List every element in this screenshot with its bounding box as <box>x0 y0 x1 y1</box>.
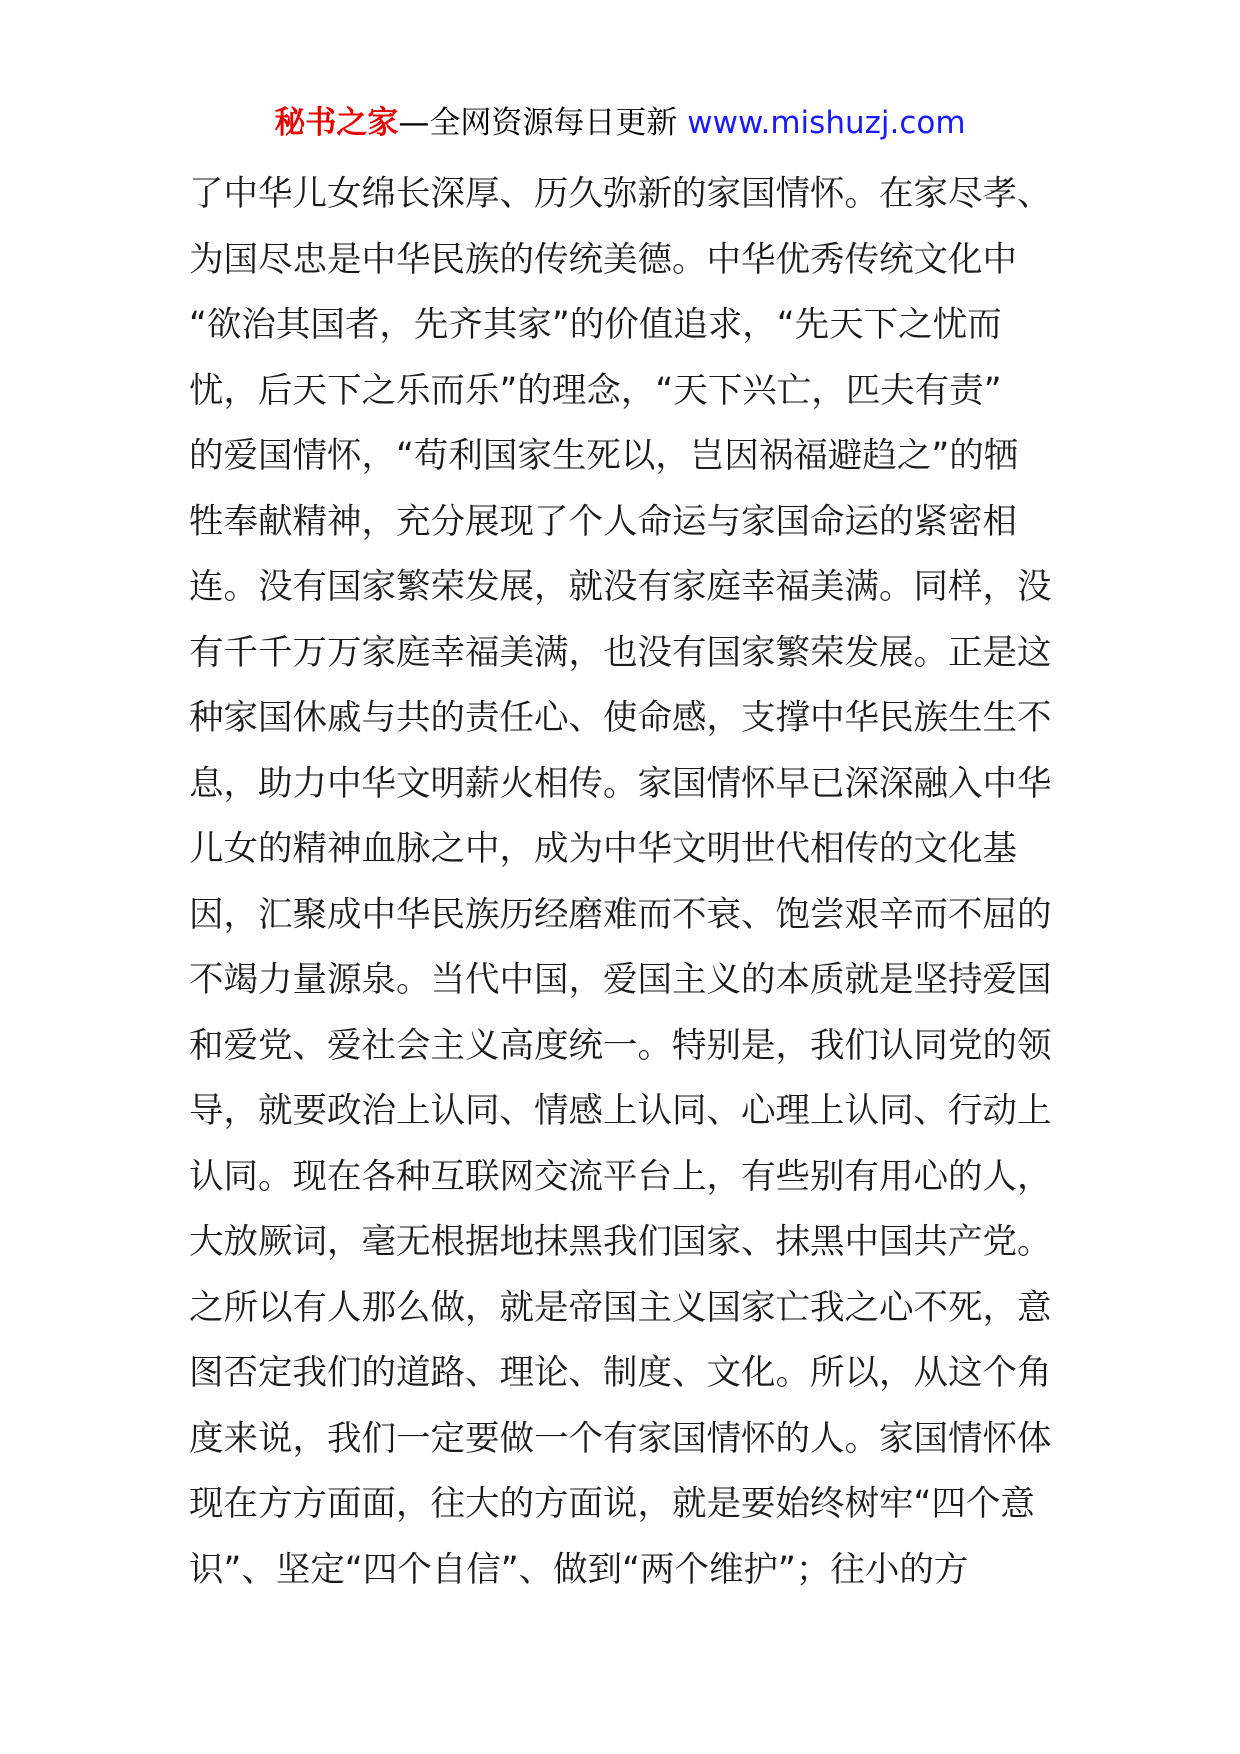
body-line: 图否定我们的道路、理论、制度、文化。所以，从这个角 <box>189 1353 1052 1393</box>
body-line: 连。没有国家繁荣发展，就没有家庭幸福美满。同样，没 <box>189 567 1052 607</box>
body-line: 不竭力量源泉。当代中国，爱国主义的本质就是坚持爱国 <box>189 960 1052 1000</box>
body-line: 因，汇聚成中华民族历经磨难而不衰、饱尝艰辛而不屈的 <box>189 894 1052 935</box>
body-line: 为国尽忠是中华民族的传统美德。中华优秀传统文化中 <box>189 239 1017 280</box>
header-tagline: —全网资源每日更新 <box>398 105 688 141</box>
page-header <box>0 100 1240 146</box>
brand-name: 秘书之家 <box>274 105 399 141</box>
body-line: 之所以有人那么做，就是帝国主义国家亡我之心不死，意 <box>189 1287 1052 1328</box>
site-url-link[interactable]: www.mishuzj.com <box>687 105 966 141</box>
body-line: 度来说，我们一定要做一个有家国情怀的人。家国情怀体 <box>189 1418 1052 1459</box>
body-line: 息，助力中华文明薪火相传。家国情怀早已深深融入中华 <box>189 763 1052 804</box>
body-line: 识”、坚定“四个自信”、做到“两个维护”；往小的方 <box>189 1549 969 1590</box>
body-line: 和爱党、爱社会主义高度统一。特别是，我们认同党的领 <box>189 1025 1052 1066</box>
body-line: 牲奉献精神，充分展现了个人命运与家国命运的紧密相 <box>189 501 1017 542</box>
body-line: 导，就要政治上认同、情感上认同、心理上认同、行动上 <box>189 1091 1052 1131</box>
body-line: 种家国休戚与共的责任心、使命感，支撑中华民族生生不 <box>189 698 1052 738</box>
body-line: 的爱国情怀，“苟利国家生死以，岂因祸福避趋之”的牺 <box>189 436 1019 476</box>
body-line: 现在方方面面，往大的方面说，就是要始终树牢“四个意 <box>189 1484 1035 1524</box>
body-line: 儿女的精神血脉之中，成为中华文明世代相传的文化基 <box>189 829 1017 869</box>
body-line: 有千千万万家庭幸福美满，也没有国家繁荣发展。正是这 <box>189 632 1052 673</box>
body-line: 认同。现在各种互联网交流平台上，有些别有用心的人， <box>189 1156 1052 1197</box>
body-line: “欲治其国者，先齐其家”的价值追求，“先天下之忧而 <box>189 305 1002 345</box>
body-line: 了中华儿女绵长深厚、历久弥新的家国情怀。在家尽孝、 <box>189 174 1052 214</box>
body-line: 忧，后天下之乐而乐”的理念，“天下兴亡，匹夫有责” <box>189 370 1002 411</box>
body-line: 大放厥词，毫无根据地抹黑我们国家、抹黑中国共产党。 <box>189 1222 1052 1262</box>
body-text <box>189 162 1069 1603</box>
